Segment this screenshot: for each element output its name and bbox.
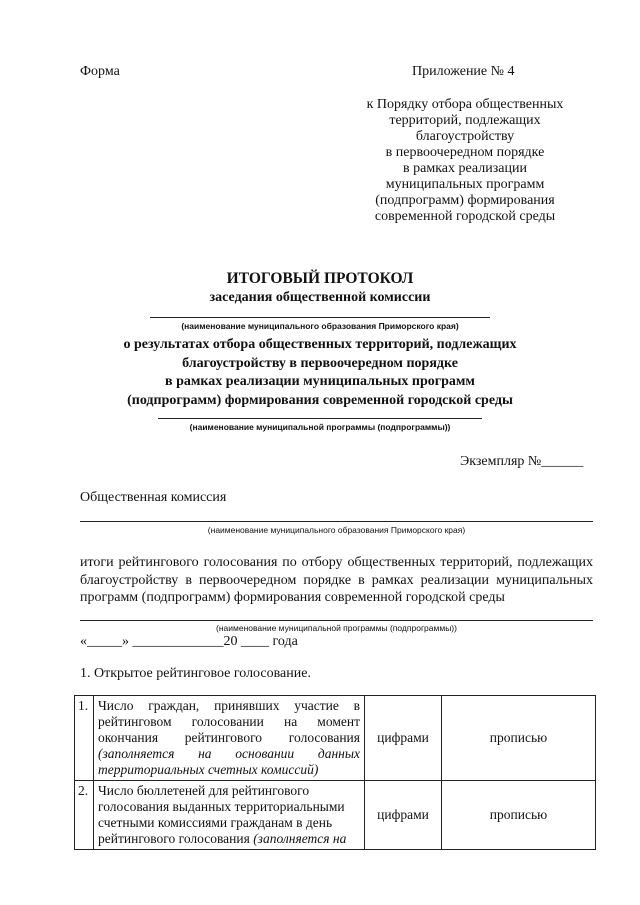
- title-about-line: в рамках реализации муниципальных программ: [165, 374, 475, 389]
- row-note: (заполняется на основании данных территориальных счетных комиссий): [98, 746, 360, 777]
- title-about-line: о результатах отбора общественных территорий, подлежащих: [123, 337, 517, 352]
- row-description: [94, 781, 365, 850]
- summary-program-hint: (наименование муниципальной программы (подпрограммы)): [216, 623, 457, 633]
- row-text: Число бюллетеней для рейтингового голосования выданных территориальными счетными комиссиями гражданам в день рейтингового голосования: [98, 783, 345, 846]
- section-1-title: 1. Открытое рейтинговое голосование.: [80, 666, 311, 681]
- commission-blank-line: [80, 521, 593, 522]
- voting-results-table: [74, 695, 596, 850]
- date-line: «_____» _____________20 ____ года: [80, 634, 298, 649]
- document-subtitle: заседания общественной комиссии: [209, 290, 431, 305]
- table-row: [75, 696, 596, 781]
- words-cell: прописью: [442, 781, 596, 850]
- municipality-hint: (наименование муниципального образования Приморского края): [181, 321, 459, 331]
- program-blank-line: [158, 418, 482, 419]
- copy-number: Экземпляр №______: [460, 454, 584, 469]
- appendix-ref-line: территорий, подлежащих: [389, 113, 541, 128]
- row-text: Число граждан, принявших участие в рейтинговом голосовании на момент окончания рейтингового голосования: [98, 698, 360, 745]
- appendix-ref-line: современной городской среды: [374, 209, 556, 224]
- digits-cell: цифрами: [365, 781, 442, 850]
- appendix-ref-line: к Порядку отбора общественных: [366, 97, 564, 112]
- row-number: 2.: [75, 781, 94, 850]
- row-number: 1.: [75, 696, 94, 781]
- table-row: [75, 781, 596, 850]
- appendix-ref-line: благоустройству: [415, 129, 515, 144]
- title-about-line: благоустройству в первоочередном порядке: [182, 355, 458, 371]
- words-cell: прописью: [442, 696, 596, 781]
- digits-cell: цифрами: [365, 696, 442, 781]
- municipality-blank-line: [150, 317, 490, 318]
- program-hint: (наименование муниципальной программы (подпрограммы)): [189, 422, 451, 432]
- row-note: (заполняется на: [253, 831, 347, 846]
- appendix-ref-line: в рамках реализации: [403, 161, 527, 176]
- title-about-line: (подпрограмм) формирования современной городской среды: [127, 392, 513, 408]
- document-title: ИТОГОВЫЙ ПРОТОКОЛ: [226, 270, 414, 287]
- appendix-reference: [350, 97, 580, 225]
- form-label: Форма: [80, 64, 120, 79]
- summary-program-blank-line: [80, 620, 593, 621]
- appendix-ref-line: (подпрограмм) формирования: [375, 193, 555, 208]
- row-description: [94, 696, 365, 781]
- appendix-ref-line: муниципальных программ: [385, 177, 545, 192]
- appendix-ref-line: в первоочередном порядке: [385, 145, 545, 160]
- title-about: [90, 336, 550, 410]
- commission-label: Общественная комиссия: [80, 490, 227, 505]
- commission-hint: (наименование муниципального образования Приморского края): [207, 525, 466, 535]
- appendix-number: Приложение № 4: [412, 64, 515, 79]
- summary-text: итоги рейтингового голосования по отбору общественных территорий, подлежащих благоустройству в первоочередном порядке в рамках реализации муниципальных программ (подпрограмм) формирования современной городской среды: [80, 555, 593, 605]
